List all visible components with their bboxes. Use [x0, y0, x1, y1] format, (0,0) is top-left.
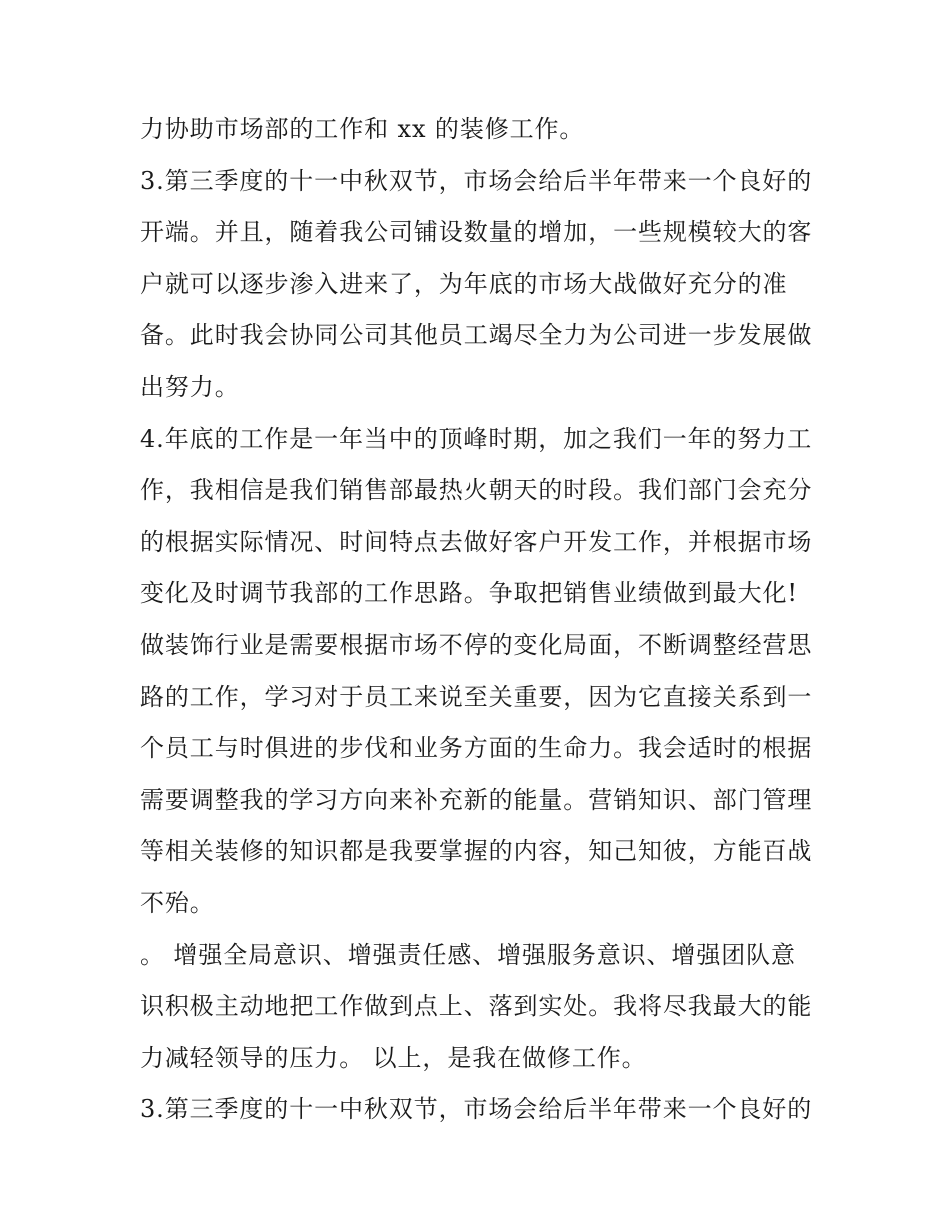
- text-line: 需要调整我的学习方向来补充新的能量。营销知识、部门管理: [140, 785, 813, 814]
- text-line: 个员工与时俱进的步伐和业务方面的生命力。我会适时的根据: [140, 734, 813, 763]
- text-line: 3.第三季度的十一中秋双节，市场会给后半年带来一个良好的: [140, 1095, 813, 1124]
- document-body: [140, 104, 820, 1136]
- text-line: 备。此时我会协同公司其他员工竭尽全力为公司进一步发展做: [140, 321, 813, 350]
- text-line: 户就可以逐步渗入进来了，为年底的市场大战做好充分的准: [140, 269, 788, 298]
- text-line: 4.年底的工作是一年当中的顶峰时期，加之我们一年的努力工: [140, 424, 813, 453]
- text-line: 。 增强全局意识、增强责任感、增强服务意识、增强团队意: [140, 940, 796, 969]
- text-line: 力减轻领导的压力。 以上，是我在做修工作。: [140, 1043, 647, 1072]
- text-line: 路的工作，学习对于员工来说至关重要，因为它直接关系到一: [140, 682, 813, 711]
- text-line: 不殆。: [140, 888, 215, 917]
- text-line: 开端。并且，随着我公司铺设数量的增加，一些规模较大的客: [140, 218, 813, 247]
- text-line: 作，我相信是我们销售部最热火朝天的时段。我们部门会充分: [140, 476, 813, 505]
- text-line: 识积极主动地把工作做到点上、落到实处。我将尽我最大的能: [140, 992, 813, 1021]
- text-line: 3.第三季度的十一中秋双节，市场会给后半年带来一个良好的: [140, 166, 813, 195]
- text-line: 做装饰行业是需要根据市场不停的变化局面，不断调整经营思: [140, 630, 813, 659]
- text-line: 变化及时调节我部的工作思路。争取把销售业绩做到最大化!: [140, 579, 798, 608]
- text-line: 等相关装修的知识都是我要掌握的内容，知己知彼，方能百战: [140, 837, 813, 866]
- text-line: 力协助市场部的工作和 xx 的装修工作。: [140, 115, 585, 143]
- text-line: 出努力。: [140, 372, 240, 401]
- text-line: 的根据实际情况、时间特点去做好客户开发工作，并根据市场: [140, 527, 813, 556]
